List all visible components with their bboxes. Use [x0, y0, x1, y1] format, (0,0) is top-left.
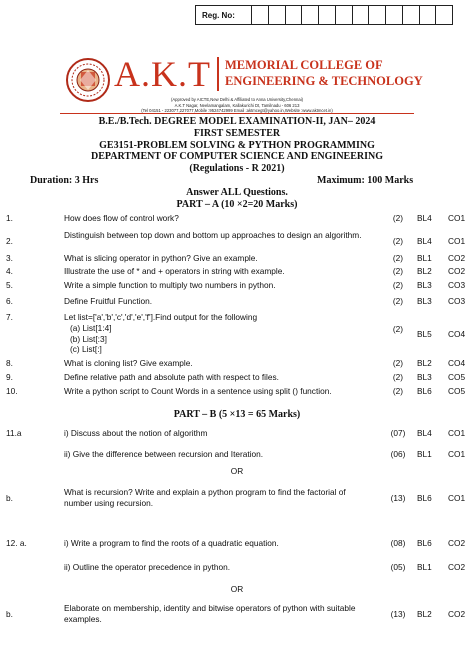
course-outcome: CO1: [448, 493, 466, 503]
reg-cell: [269, 6, 286, 24]
question-text: Illustrate the use of * and + operators in string with example.: [64, 266, 285, 276]
question-number: b.: [6, 609, 13, 619]
approval-text: [60, 97, 414, 114]
question-marks: (2): [392, 280, 404, 290]
question-text: Define relative path and absolute path with respect to files.: [64, 372, 279, 382]
course-outcome: CO1: [448, 236, 466, 246]
bloom-level: BL3: [417, 296, 432, 306]
bloom-level: BL2: [417, 358, 432, 368]
question-text: i) Write a program to find the roots of a quadratic equation.: [64, 538, 279, 548]
course-outcome: CO2: [448, 609, 466, 619]
reg-cell: [319, 6, 336, 24]
bloom-level: BL3: [417, 280, 432, 290]
question-text: ii) Give the difference between recursion and Iteration.: [64, 449, 264, 459]
question-number: 3.: [6, 253, 13, 263]
question-marks: (2): [392, 296, 404, 306]
question-marks: (08): [390, 538, 406, 548]
header-rule: [60, 113, 414, 114]
bloom-level: BL1: [417, 449, 432, 459]
question-marks: (2): [392, 253, 404, 263]
instruction: Answer ALL Questions.: [186, 187, 288, 198]
course-outcome: CO1: [448, 213, 466, 223]
reg-cell: [286, 6, 303, 24]
question-text: What is recursion? Write and explain a python program to find the factorial of number using recursion.: [64, 487, 346, 508]
reg-cell: [386, 6, 403, 24]
approval-line2: A.K.T Nagar, Neelamangalam, Kallakurichi Dt, Tamilnadu - 606 213: [174, 102, 300, 108]
brand-divider: [217, 57, 219, 91]
department: DEPARTMENT OF COMPUTER SCIENCE AND ENGINEERING: [91, 151, 383, 162]
reg-cell: [252, 6, 269, 24]
bloom-level: BL4: [417, 236, 432, 246]
course-outcome: CO5: [448, 372, 466, 382]
question-marks: (2): [392, 358, 404, 368]
question-text: Distinguish between top down and bottom up approaches to design an algorithm.: [64, 230, 362, 240]
reg-cell: [369, 6, 386, 24]
question-number: 7.: [6, 312, 13, 322]
course-outcome: CO3: [448, 296, 466, 306]
question-text: Write a python script to Count Words in a sentence using split () function.: [64, 386, 332, 396]
brand-logo-text: A.K.T: [114, 54, 211, 94]
question-text: i) Discuss about the notion of algorithm: [64, 428, 208, 438]
maximum-marks: Maximum: 100 Marks: [317, 175, 414, 186]
reg-number-label: Reg. No:: [196, 6, 252, 24]
college-name: [225, 58, 423, 89]
question-number: b.: [6, 493, 13, 503]
bloom-level: BL6: [417, 538, 432, 548]
duration: Duration: 3 Hrs: [30, 175, 99, 186]
question-number: 6.: [6, 296, 13, 306]
question-number: 11.a: [6, 428, 22, 438]
part-b-heading: PART – B (5 ×13 = 65 Marks): [173, 409, 301, 420]
question-text: ii) Outline the operator precedence in python.: [64, 562, 231, 572]
question-number: 1.: [6, 213, 13, 223]
college-logo-icon: [66, 58, 110, 102]
reg-number-box: [195, 5, 453, 25]
exam-title: B.E./B.Tech. DEGREE MODEL EXAMINATION-II, JAN– 2024: [98, 116, 376, 127]
question-marks: (2): [392, 372, 404, 382]
question-marks: (2): [392, 266, 404, 276]
bloom-level: BL1: [417, 253, 432, 263]
question-marks: (05): [390, 562, 406, 572]
course-title: GE3151-PROBLEM SOLVING & PYTHON PROGRAMMING: [99, 140, 375, 151]
question-marks: (2): [392, 213, 404, 223]
question-marks: (2): [392, 236, 404, 246]
bloom-level: BL6: [417, 386, 432, 396]
question-marks: (2): [392, 386, 404, 396]
course-outcome: CO2: [448, 562, 466, 572]
course-outcome: CO4: [448, 358, 466, 368]
bloom-level: BL6: [417, 493, 432, 503]
bloom-level: BL5: [417, 329, 432, 339]
reg-cell: [403, 6, 420, 24]
question-text: Write a simple function to multiply two numbers in python.: [64, 280, 276, 290]
course-outcome: CO3: [448, 280, 466, 290]
reg-cell: [302, 6, 319, 24]
question-marks: (13): [390, 609, 406, 619]
course-outcome: CO1: [448, 428, 466, 438]
question-marks: (13): [390, 493, 406, 503]
course-outcome: CO1: [448, 449, 466, 459]
approval-line1: (Approved by AICTE,New Delhi & Affiliated to Anna University,Chennai): [170, 97, 304, 102]
bloom-level: BL4: [417, 428, 432, 438]
bloom-level: BL4: [417, 213, 432, 223]
question-number: 2.: [6, 236, 13, 246]
or-separator: OR: [230, 466, 244, 476]
question-text: How does flow of control work?: [64, 213, 179, 223]
question-number: 4.: [6, 266, 13, 276]
question-number: 9.: [6, 372, 13, 382]
question-text: Define Fruitful Function.: [64, 296, 153, 306]
regulations: (Regulations - R 2021): [189, 163, 285, 174]
reg-cell: [336, 6, 353, 24]
course-outcome: CO4: [448, 329, 466, 339]
college-name-line2: ENGINEERING & TECHNOLOGY: [225, 74, 423, 88]
sub-question: (c) List[:]: [70, 344, 102, 355]
question-number: 12. a.: [6, 538, 27, 548]
course-outcome: CO5: [448, 386, 466, 396]
bloom-level: BL3: [417, 372, 432, 382]
question-text: What is slicing operator in python? Give an example.: [64, 253, 258, 263]
approval-line3: (Tel 04151 - 223077,227077,Mobile :9524742999 Email :aktmcegt@yahoo.in,Website :www.aktmcet.in): [141, 108, 333, 114]
question-text-block: [64, 312, 364, 355]
sub-question: (a) List[1:4]: [70, 322, 112, 333]
bloom-level: BL2: [417, 266, 432, 276]
question-text: What is cloning list? Give example.: [64, 358, 193, 368]
question-number: 8.: [6, 358, 13, 368]
bloom-level: BL2: [417, 609, 432, 619]
question-marks: (06): [390, 449, 406, 459]
part-a-heading: PART – A (10 ×2=20 Marks): [176, 199, 298, 210]
course-outcome: CO2: [448, 266, 466, 276]
question-number: 5.: [6, 280, 13, 290]
semester: FIRST SEMESTER: [193, 128, 281, 139]
question-number: 10.: [6, 386, 18, 396]
question-marks: (07): [390, 428, 406, 438]
question-text: Let list=['a','b','c','d','e','f'].Find output for the following: [64, 312, 258, 322]
course-outcome: CO2: [448, 253, 466, 263]
reg-cell: [436, 6, 452, 24]
college-name-line1: MEMORIAL COLLEGE OF: [225, 58, 383, 73]
reg-cell: [353, 6, 370, 24]
question-marks: (2): [392, 324, 404, 334]
reg-cell: [420, 6, 437, 24]
bloom-level: BL1: [417, 562, 432, 572]
college-brand: [114, 56, 423, 92]
or-separator: OR: [230, 584, 244, 594]
question-text: Elaborate on membership, identity and bitwise operators of python with suitable examples.: [64, 603, 356, 624]
sub-question: (b) List[:3]: [70, 333, 107, 344]
course-outcome: CO2: [448, 538, 466, 548]
